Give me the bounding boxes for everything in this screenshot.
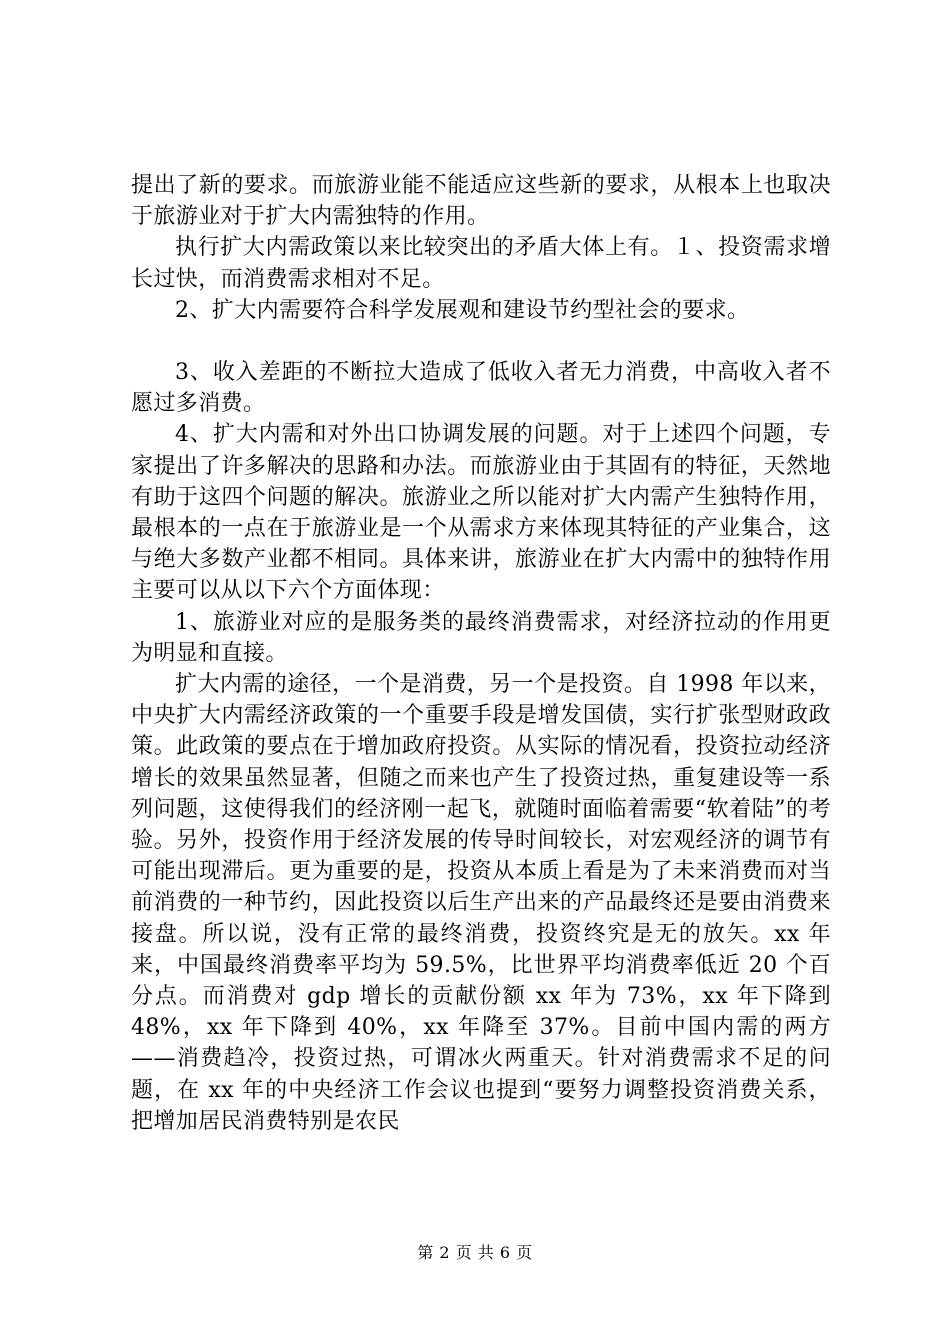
paragraph-point-2: 2、扩大内需要符合科学发展观和建设节约型社会的要求。 bbox=[175, 297, 750, 323]
page-footer: 第 2 页 共 6 页 bbox=[417, 1243, 533, 1262]
paragraph-tourism-role-1: 1、旅游业对应的是服务类的最终消费需求，对经济拉动的作用更为明显和直接。 bbox=[131, 609, 831, 666]
paragraph-contradictions-intro: 执行扩大内需政策以来比较突出的矛盾大体上有。１、投资需求增长过快，而消费需求相对不足。 bbox=[131, 235, 831, 292]
paragraph-continuation: 提出了新的要求。而旅游业能不能适应这些新的要求，从根本上也取决于旅游业对于扩大内需独特的作用。 bbox=[131, 173, 831, 230]
paragraph-point-4: 4、扩大内需和对外出口协调发展的问题。对于上述四个问题，专家提出了许多解决的思路和办法。而旅游业由于其固有的特征，天然地有助于这四个问题的解决。旅游业之所以能对扩大内需产生独特作用，最根本的一点在于旅游业是一个从需求方来体现其特征的产业集合，这与绝大多数产业都不相同。具体来讲，旅游业在扩大内需中的独特作用主要可以从以下六个方面体现： bbox=[131, 422, 831, 604]
paragraph-demand-analysis: 扩大内需的途径，一个是消费，另一个是投资。自 1998 年以来，中央扩大内需经济政策的一个重要手段是增发国债，实行扩张型财政政策。此政策的要点在于增加政府投资。从实际的情况看，投资拉动经济增长的效果虽然显著，但随之而来也产生了投资过热，重复建设等一系列问题，这使得我们的经济刚一起飞，就随时面临着需要“软着陆”的考验。另外，投资作用于经济发展的传导时间较长，对宏观经济的调节有可能出现滞后。更为重要的是，投资从本质上看是为了未来消费而对当前消费的一种节约，因此投资以后生产出来的产品最终还是要由消费来接盘。所以说，没有正常的最终消费，投资终究是无的放矢。xx 年来，中国最终消费率平均为 59.5%，比世界平均消费率低近 20 个百分点。而消费对 gdp 增长的贡献份额 xx 年为 73%，xx 年下降到 48%，xx 年下降到 40%，xx 年降至 37%。目前中国内需的两方——消费趋冷，投资过热，可谓冰火两重天。针对消费需求不足的问题，在 xx 年的中央经济工作会议也提到“要努力调整投资消费关系，把增加居民消费特别是农民 bbox=[131, 672, 831, 1134]
paragraph-point-3: 3、收入差距的不断拉大造成了低收入者无力消费，中高收入者不愿过多消费。 bbox=[131, 360, 831, 417]
document-body bbox=[131, 170, 831, 1137]
